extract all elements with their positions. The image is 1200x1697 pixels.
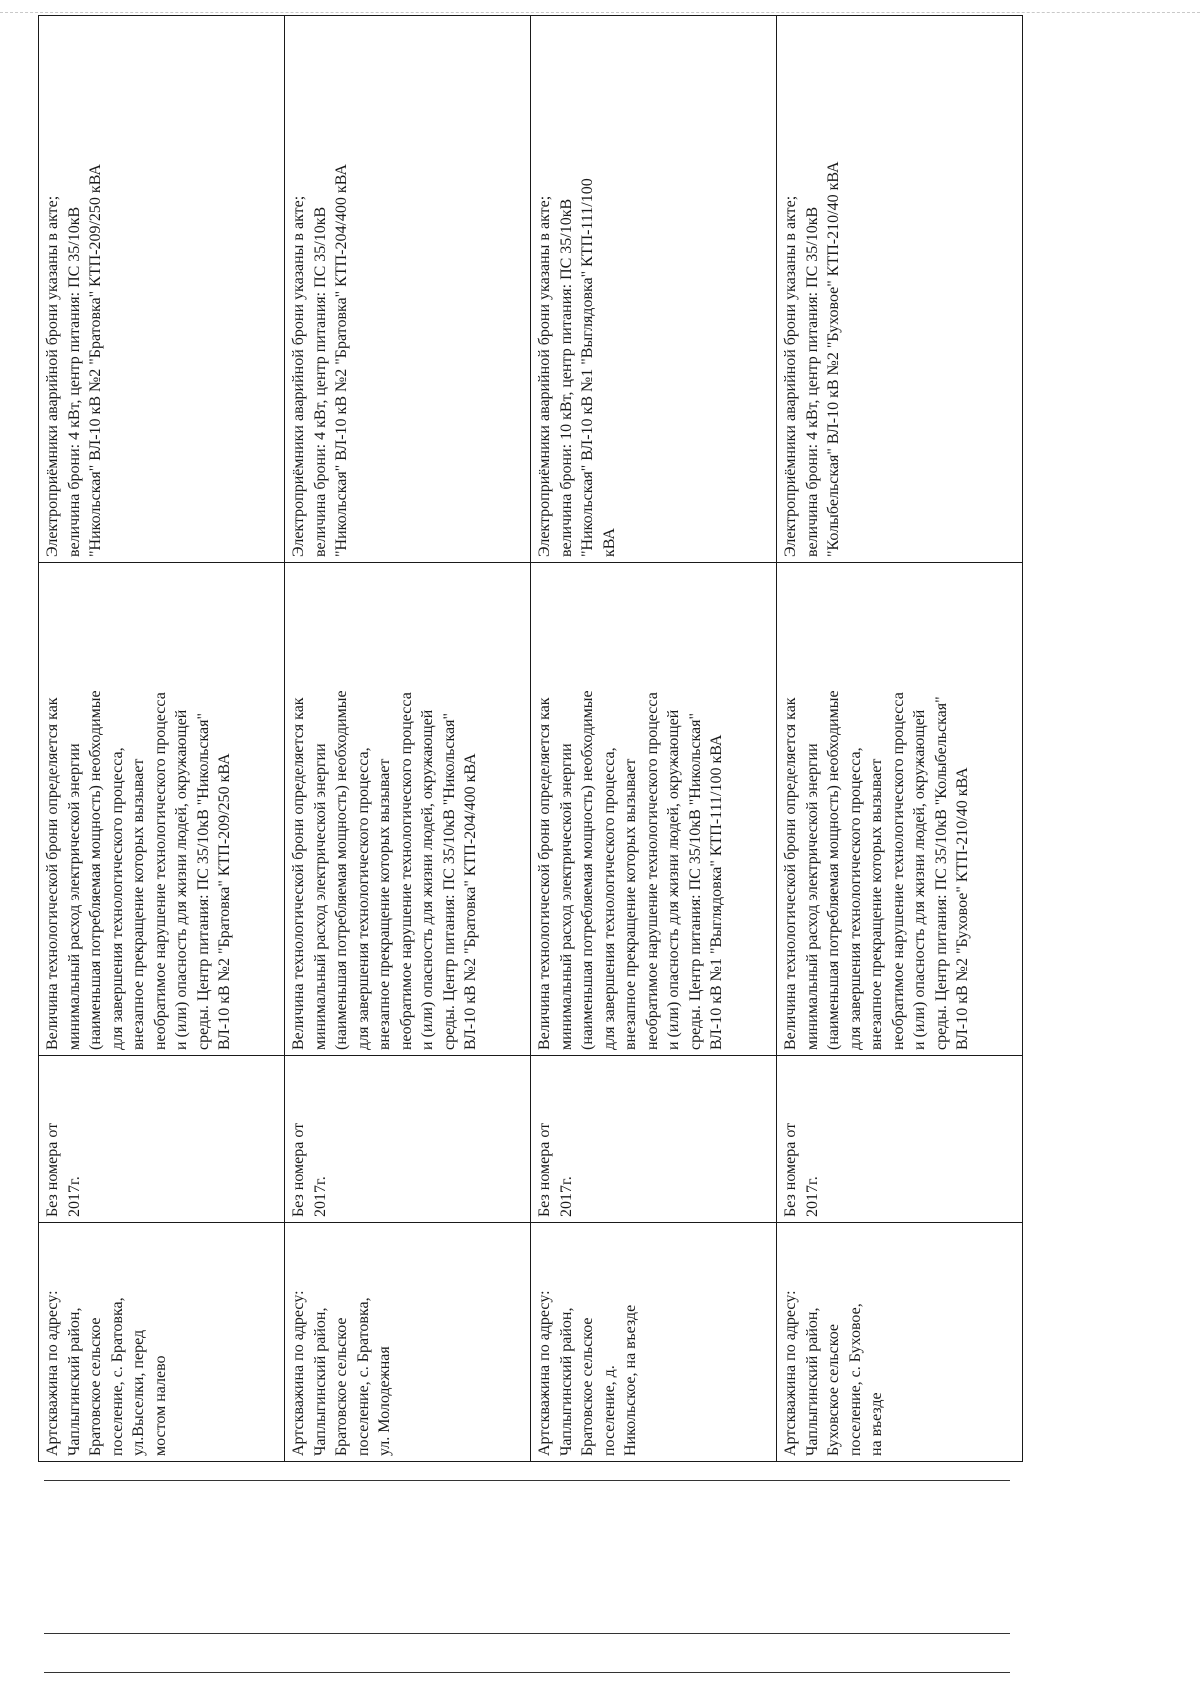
cell-text-line: поселение, с. Братовка, bbox=[354, 1297, 372, 1456]
cell-text-line: Без номера от bbox=[782, 1122, 799, 1217]
emergency-reserve-table bbox=[38, 15, 1023, 1462]
reserve-value-cell bbox=[285, 563, 531, 1056]
cell-text-line: Братовское сельское bbox=[87, 1317, 104, 1456]
cell-text-line: Электроприёмники аварийной брони указаны в акте; bbox=[536, 195, 553, 557]
act-cell bbox=[531, 1056, 777, 1223]
cell-text-line: Чаплыгинский район, bbox=[311, 1307, 329, 1456]
rotated-table-wrapper bbox=[38, 60, 1023, 1462]
cell-text-line: внезапное прекращение которых вызывает bbox=[622, 758, 639, 1050]
cell-text-line: поселение, с. Братовка, bbox=[108, 1297, 126, 1456]
table-row bbox=[285, 16, 531, 1462]
cell-text-line: внезапное прекращение которых вызывает bbox=[376, 758, 393, 1050]
cell-text-line: Электроприёмники аварийной брони указаны в акте; bbox=[782, 195, 799, 557]
scan-edge-line bbox=[0, 12, 1200, 13]
cell-text-line: внезапное прекращение которых вызывает bbox=[130, 758, 147, 1050]
reserve-value-cell bbox=[531, 563, 777, 1056]
cell-text-line: "Никольская" ВЛ-10 кВ №2 "Братовка" КТП-209/250 кВА bbox=[87, 164, 104, 557]
cell-text-line: Величина технологической брони определяется как bbox=[290, 697, 307, 1050]
cell-text-line: 2017г. bbox=[65, 1176, 83, 1217]
cell-text-line: 2017г. bbox=[557, 1176, 575, 1217]
cell-text-line: "Никольская" ВЛ-10 кВ №2 "Братовка" КТП-204/400 кВА bbox=[333, 164, 350, 557]
cell-text-line: минимальный расход электрической энергии bbox=[803, 743, 821, 1050]
cell-text-line: Величина технологической брони определяется как bbox=[536, 697, 553, 1050]
reserve-value-cell bbox=[39, 563, 285, 1056]
cell-text-line: Без номера от bbox=[44, 1122, 61, 1217]
cell-text-line: "Никольская" ВЛ-10 кВ №1 "Выглядовка" КТП-111/100 bbox=[579, 178, 596, 557]
address-cell bbox=[777, 1223, 1023, 1462]
cell-text-line: ул. Молодежная bbox=[376, 1346, 393, 1456]
cell-text-line: среды. Центр питания: ПС 35/10кВ "Никольская" bbox=[686, 712, 704, 1050]
cell-text-line: Артскважина по адресу: bbox=[782, 1290, 799, 1456]
cell-text-line: 2017г. bbox=[803, 1176, 821, 1217]
emergency-note-cell bbox=[777, 16, 1023, 563]
cell-text-line: для завершения технологического процесса, bbox=[846, 747, 864, 1050]
cell-text-line: минимальный расход электрической энергии bbox=[65, 743, 83, 1050]
cell-text-line: и (или) опасность для жизни людей, окружающей bbox=[665, 709, 682, 1050]
cell-text-line: Величина технологической брони определяется как bbox=[44, 697, 61, 1050]
address-cell bbox=[285, 1223, 531, 1462]
act-cell bbox=[39, 1056, 285, 1223]
cell-text-line: и (или) опасность для жизни людей, окружающей bbox=[173, 709, 190, 1050]
cell-text-line: на въезде bbox=[868, 1392, 885, 1456]
cell-text-line: Электроприёмники аварийной брони указаны в акте; bbox=[44, 195, 61, 557]
cell-text-line: мостом налево bbox=[151, 1355, 169, 1456]
blank-line-3 bbox=[44, 1672, 1010, 1673]
cell-text-line: 2017г. bbox=[311, 1176, 329, 1217]
cell-text-line: ВЛ-10 кВ №2 "Братовка" КТП-209/250 кВА bbox=[216, 753, 233, 1050]
cell-text-line: Чаплыгинский район, bbox=[65, 1307, 83, 1456]
emergency-note-cell bbox=[531, 16, 777, 563]
cell-text-line: Братовское сельское bbox=[333, 1317, 350, 1456]
table-row bbox=[531, 16, 777, 1462]
cell-text-line: Без номера от bbox=[536, 1122, 553, 1217]
cell-text-line: для завершения технологического процесса, bbox=[600, 747, 618, 1050]
cell-text-line: для завершения технологического процесса, bbox=[108, 747, 126, 1050]
table-row bbox=[39, 16, 285, 1462]
cell-text-line: Без номера от bbox=[290, 1122, 307, 1217]
cell-text-line: величина брони: 4 кВт, центр питания: ПС 35/10кВ bbox=[803, 206, 821, 557]
cell-text-line: поселение, д. bbox=[600, 1365, 618, 1456]
cell-text-line: Никольское, на въезде bbox=[622, 1304, 639, 1456]
address-cell bbox=[531, 1223, 777, 1462]
cell-text-line: Величина технологической брони определяется как bbox=[782, 697, 799, 1050]
cell-text-line: "Колыбельская" ВЛ-10 кВ №2 "Буховое" КТП-210/40 кВА bbox=[825, 161, 842, 557]
cell-text-line: (наименьшая потребляемая мощность) необходимые bbox=[87, 690, 104, 1050]
cell-text-line: ул.Выселки, перед bbox=[130, 1329, 147, 1456]
table-body bbox=[39, 16, 1023, 1462]
cell-text-line: Чаплыгинский район, bbox=[803, 1307, 821, 1456]
emergency-note-cell bbox=[39, 16, 285, 563]
cell-text-line: среды. Центр питания: ПС 35/10кВ "Колыбельская" bbox=[932, 696, 950, 1050]
cell-text-line: Артскважина по адресу: bbox=[536, 1290, 553, 1456]
cell-text-line: величина брони: 4 кВт, центр питания: ПС 35/10кВ bbox=[311, 206, 329, 557]
cell-text-line: внезапное прекращение которых вызывает bbox=[868, 758, 885, 1050]
cell-text-line: среды. Центр питания: ПС 35/10кВ "Никольская" bbox=[440, 712, 458, 1050]
cell-text-line: (наименьшая потребляемая мощность) необходимые bbox=[333, 690, 350, 1050]
emergency-note-cell bbox=[285, 16, 531, 563]
cell-text-line: ВЛ-10 кВ №2 "Буховое" КТП-210/40 кВА bbox=[954, 767, 971, 1050]
cell-text-line: Артскважина по адресу: bbox=[290, 1290, 307, 1456]
cell-text-line: для завершения технологического процесса, bbox=[354, 747, 372, 1050]
cell-text-line: кВА bbox=[600, 528, 618, 557]
cell-text-line: и (или) опасность для жизни людей, окружающей bbox=[419, 709, 436, 1050]
cell-text-line: Артскважина по адресу: bbox=[44, 1290, 61, 1456]
cell-text-line: (наименьшая потребляемая мощность) необходимые bbox=[579, 690, 596, 1050]
table-row bbox=[777, 16, 1023, 1462]
cell-text-line: необратимое нарушение технологического процесса bbox=[643, 692, 661, 1050]
cell-text-line: минимальный расход электрической энергии bbox=[311, 743, 329, 1050]
blank-line-1 bbox=[44, 1480, 1010, 1481]
cell-text-line: Чаплыгинский район, bbox=[557, 1307, 575, 1456]
cell-text-line: необратимое нарушение технологического процесса bbox=[397, 692, 415, 1050]
address-cell bbox=[39, 1223, 285, 1462]
act-cell bbox=[777, 1056, 1023, 1223]
cell-text-line: необратимое нарушение технологического процесса bbox=[151, 692, 169, 1050]
cell-text-line: Буховское сельское bbox=[825, 1323, 842, 1456]
cell-text-line: поселение, с. Буховое, bbox=[846, 1303, 864, 1456]
cell-text-line: величина брони: 10 кВт, центр питания: ПС 35/10кВ bbox=[557, 198, 575, 557]
blank-line-2 bbox=[44, 1633, 1010, 1634]
act-cell bbox=[285, 1056, 531, 1223]
cell-text-line: величина брони: 4 кВт, центр питания: ПС 35/10кВ bbox=[65, 206, 83, 557]
cell-text-line: ВЛ-10 кВ №2 "Братовка" КТП-204/400 кВА bbox=[462, 753, 479, 1050]
cell-text-line: (наименьшая потребляемая мощность) необходимые bbox=[825, 690, 842, 1050]
cell-text-line: необратимое нарушение технологического процесса bbox=[889, 692, 907, 1050]
cell-text-line: Братовское сельское bbox=[579, 1317, 596, 1456]
cell-text-line: минимальный расход электрической энергии bbox=[557, 743, 575, 1050]
cell-text-line: Электроприёмники аварийной брони указаны в акте; bbox=[290, 195, 307, 557]
cell-text-line: и (или) опасность для жизни людей, окружающей bbox=[911, 709, 928, 1050]
cell-text-line: среды. Центр питания: ПС 35/10кВ "Никольская" bbox=[194, 712, 212, 1050]
reserve-value-cell bbox=[777, 563, 1023, 1056]
cell-text-line: ВЛ-10 кВ №1 "Выглядовка" КТП-111/100 кВА bbox=[708, 734, 725, 1050]
